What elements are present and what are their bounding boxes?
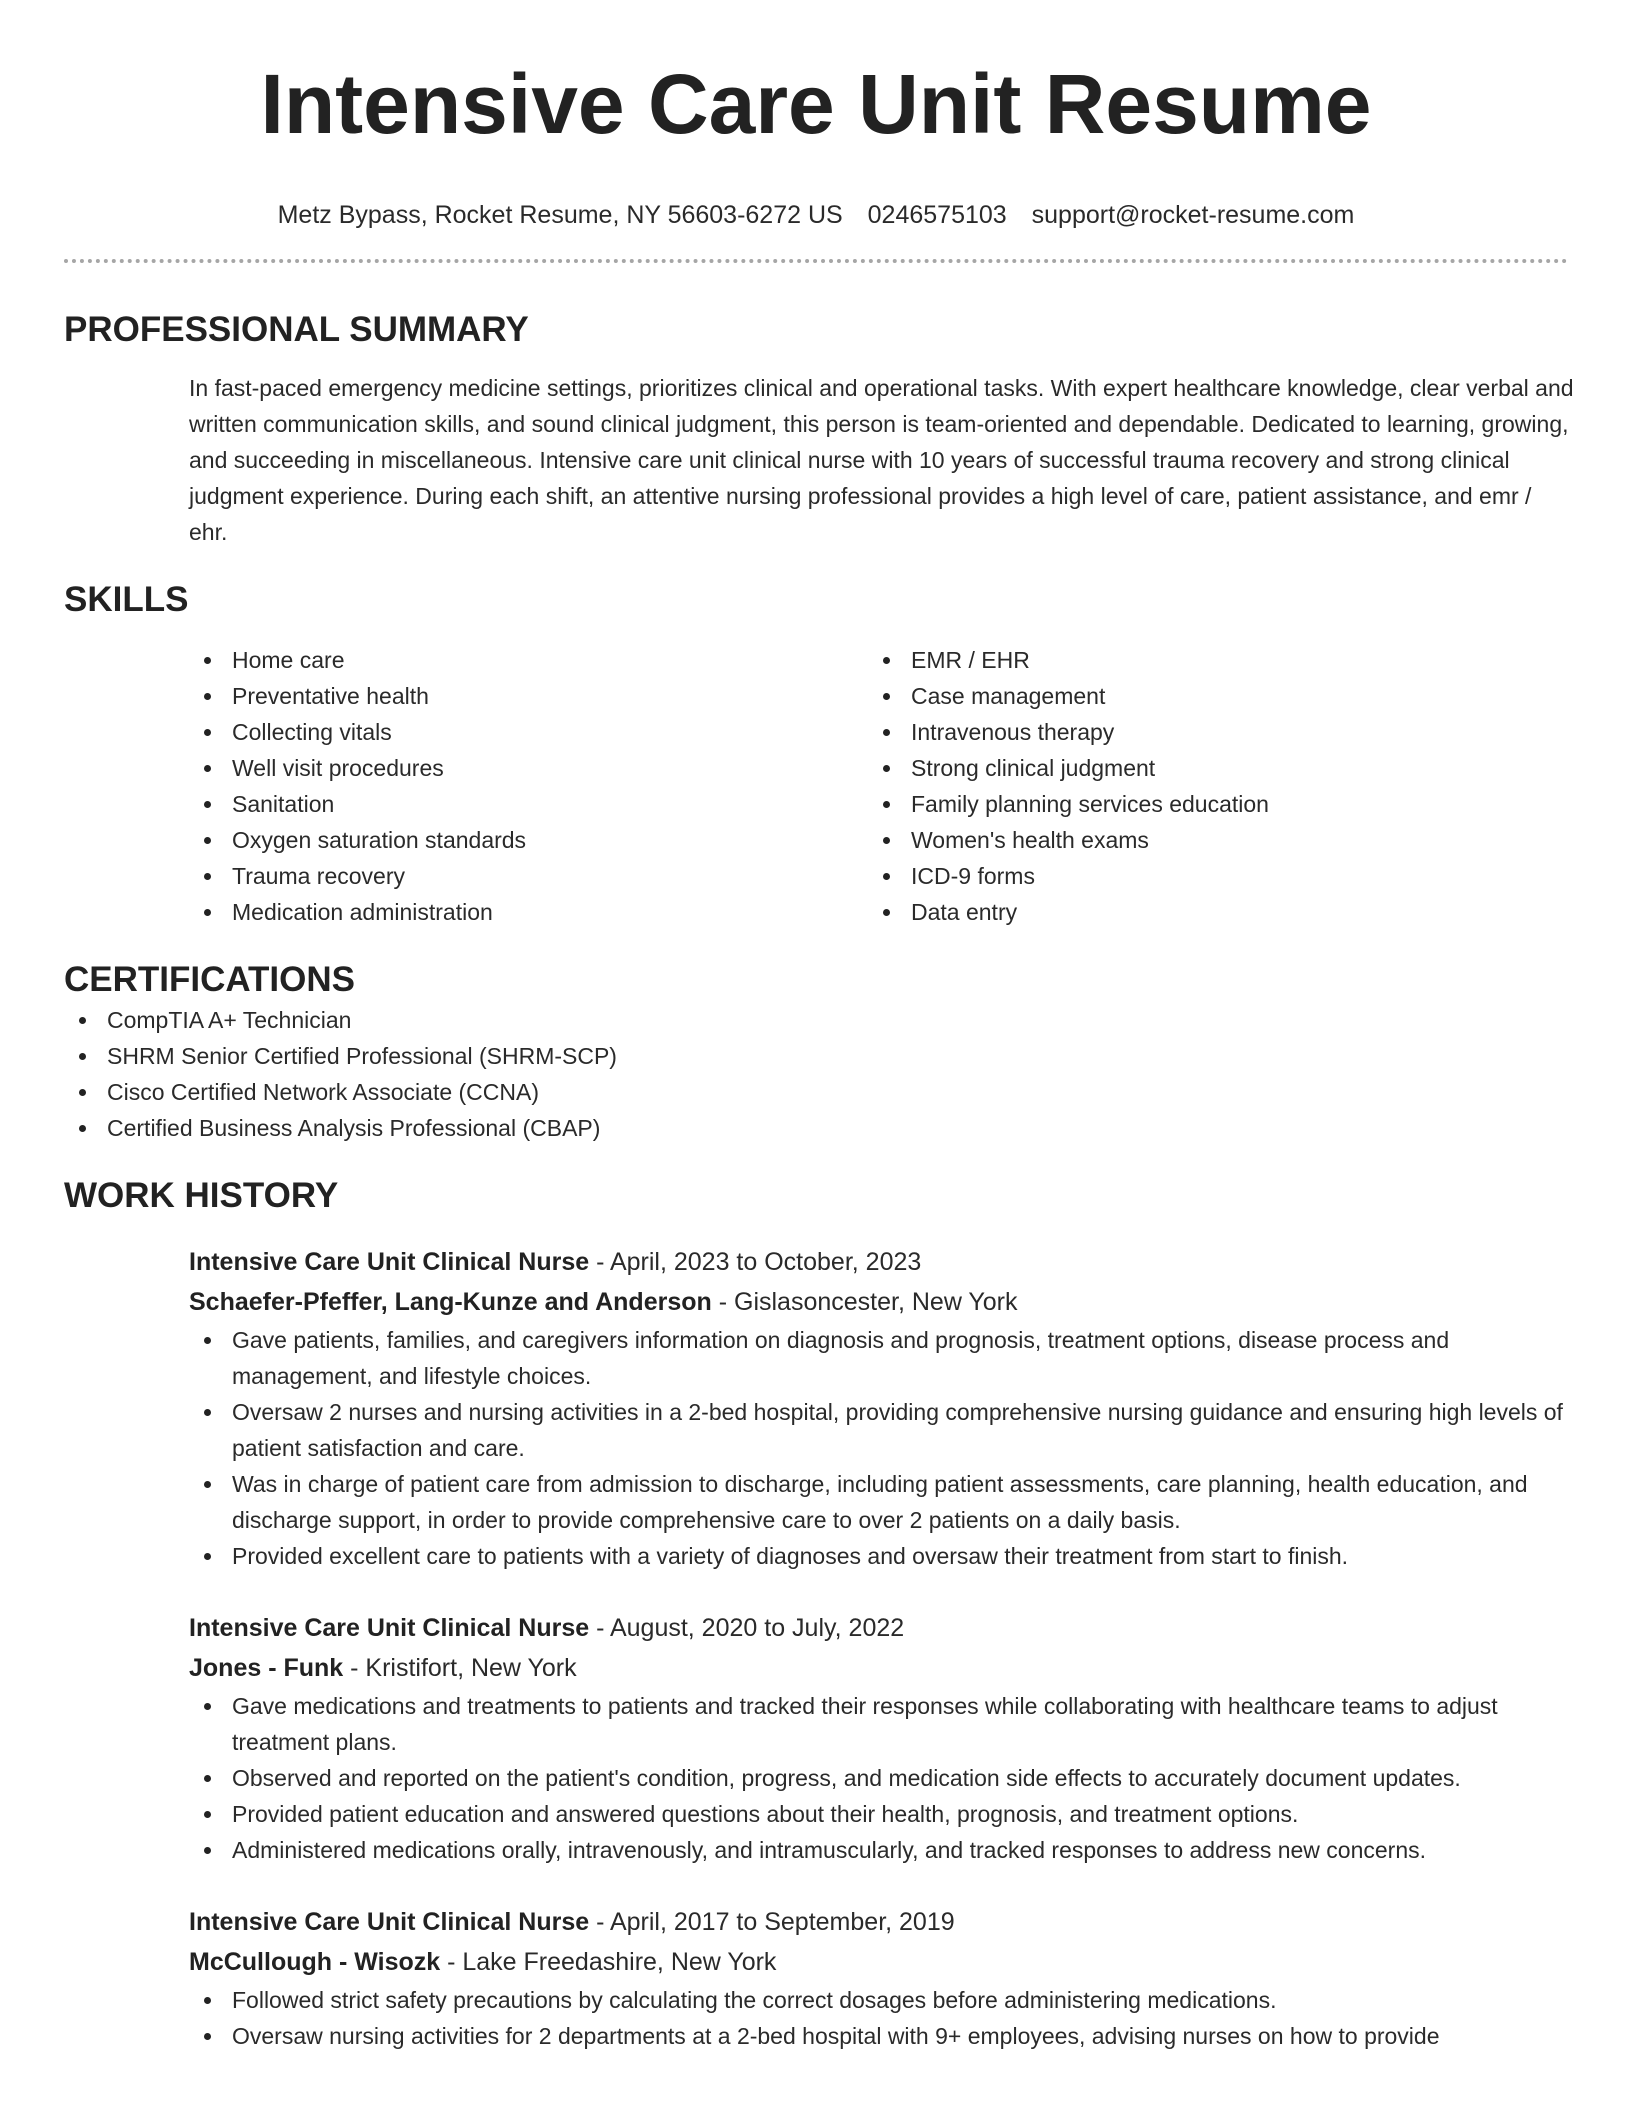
contact-email: support@rocket-resume.com <box>1031 201 1355 229</box>
job-employer-line <box>189 1648 1574 1688</box>
skill-item: Strong clinical judgment <box>868 750 1568 786</box>
certification-item: Certified Business Analysis Professional (CBAP) <box>64 1110 1568 1146</box>
contact-address: Metz Bypass, Rocket Resume, NY 56603-6272 US <box>277 201 843 229</box>
skill-item: Trauma recovery <box>189 858 868 894</box>
skills-heading: SKILLS <box>64 580 189 619</box>
skills-grid <box>189 642 1568 930</box>
job-responsibilities-list <box>189 1982 1574 2054</box>
skill-item: EMR / EHR <box>868 642 1568 678</box>
resume-title: Intensive Care Unit Resume <box>260 57 1372 151</box>
job-entry <box>189 1608 1574 1868</box>
job-responsibility-item: Oversaw 2 nurses and nursing activities in a 2-bed hospital, providing comprehensive nursing guidance and ensuring high levels of patient satisfaction and care. <box>189 1394 1574 1466</box>
skill-item: Collecting vitals <box>189 714 868 750</box>
job-dates: - April, 2017 to September, 2019 <box>589 1908 955 1936</box>
resume-page <box>64 54 1574 2054</box>
job-responsibility-item: Administered medications orally, intravenously, and intramuscularly, and tracked responses to address new concerns. <box>189 1832 1574 1868</box>
skill-item: Well visit procedures <box>189 750 868 786</box>
job-responsibilities-list <box>189 1688 1574 1868</box>
job-dates: - April, 2023 to October, 2023 <box>589 1248 922 1276</box>
job-employer: Jones - Funk <box>189 1654 344 1682</box>
contact-phone: 0246575103 <box>867 201 1007 229</box>
skill-item: Intravenous therapy <box>868 714 1568 750</box>
job-responsibility-item: Gave medications and treatments to patients and tracked their responses while collaborating with healthcare teams to adjust treatment plans. <box>189 1688 1574 1760</box>
job-title-line <box>189 1608 1574 1648</box>
job-responsibility-item: Provided patient education and answered questions about their health, prognosis, and treatment options. <box>189 1796 1574 1832</box>
job-responsibilities-list <box>189 1322 1574 1574</box>
skill-item: Medication administration <box>189 894 868 930</box>
job-title: Intensive Care Unit Clinical Nurse <box>189 1908 590 1936</box>
job-location: - Kristifort, New York <box>343 1654 577 1682</box>
job-title: Intensive Care Unit Clinical Nurse <box>189 1614 590 1642</box>
skill-item: Data entry <box>868 894 1568 930</box>
skill-item: Home care <box>189 642 868 678</box>
job-entry <box>189 1902 1574 2054</box>
job-responsibility-item: Oversaw nursing activities for 2 departments at a 2-bed hospital with 9+ employees, advising nurses on how to provide <box>189 2018 1574 2054</box>
job-title: Intensive Care Unit Clinical Nurse <box>189 1248 590 1276</box>
job-employer-line <box>189 1282 1574 1322</box>
job-dates: - August, 2020 to July, 2022 <box>589 1614 905 1642</box>
skill-item: Sanitation <box>189 786 868 822</box>
job-responsibility-item: Observed and reported on the patient's condition, progress, and medication side effects to accurately document updates. <box>189 1760 1574 1796</box>
skill-item: Family planning services education <box>868 786 1568 822</box>
job-location: - Gislasoncester, New York <box>711 1288 1018 1316</box>
job-employer-line <box>189 1942 1574 1982</box>
summary-text: In fast-paced emergency medicine settings, prioritizes clinical and operational tasks. With expert healthcare knowledge, clear verbal and written communication skills, and sound clinical judgment, this person is team-oriented and dependable. Dedicated to learning, growing, and succeeding in miscellaneous. Intensive care unit clinical nurse with 10 years of successful trauma recovery and strong clinical judgment experience. During each shift, an attentive nursing professional provides a high level of care, patient assistance, and emr / ehr. <box>189 375 1574 545</box>
job-title-line <box>189 1902 1574 1942</box>
work-history-heading: WORK HISTORY <box>64 1176 339 1215</box>
job-employer: McCullough - Wisozk <box>189 1948 441 1976</box>
skill-item: Women's health exams <box>868 822 1568 858</box>
certification-item: SHRM Senior Certified Professional (SHRM-SCP) <box>64 1038 1568 1074</box>
summary-heading: PROFESSIONAL SUMMARY <box>64 310 529 349</box>
job-entry <box>189 1242 1574 1574</box>
job-responsibility-item: Provided excellent care to patients with a variety of diagnoses and oversaw their treatment from start to finish. <box>189 1538 1574 1574</box>
job-location: - Lake Freedashire, New York <box>440 1948 777 1976</box>
job-responsibility-item: Gave patients, families, and caregivers information on diagnosis and prognosis, treatment options, disease process and management, and lifestyle choices. <box>189 1322 1574 1394</box>
skill-item: Preventative health <box>189 678 868 714</box>
skills-left-list <box>189 642 868 930</box>
skill-item: Case management <box>868 678 1568 714</box>
skill-item: ICD-9 forms <box>868 858 1568 894</box>
contact-info <box>64 198 1568 232</box>
skills-right-list <box>868 642 1568 930</box>
job-title-line <box>189 1242 1574 1282</box>
job-employer: Schaefer-Pfeffer, Lang-Kunze and Anderson <box>189 1288 712 1316</box>
certifications-heading: CERTIFICATIONS <box>64 960 356 999</box>
certification-item: Cisco Certified Network Associate (CCNA) <box>64 1074 1568 1110</box>
certification-item: CompTIA A+ Technician <box>64 1002 1568 1038</box>
header-divider <box>64 259 1568 263</box>
certifications-list <box>64 1002 1568 1146</box>
job-responsibility-item: Followed strict safety precautions by calculating the correct dosages before administering medications. <box>189 1982 1574 2018</box>
job-responsibility-item: Was in charge of patient care from admission to discharge, including patient assessments, care planning, health education, and discharge support, in order to provide comprehensive care to over 2 patients on a daily basis. <box>189 1466 1574 1538</box>
skill-item: Oxygen saturation standards <box>189 822 868 858</box>
